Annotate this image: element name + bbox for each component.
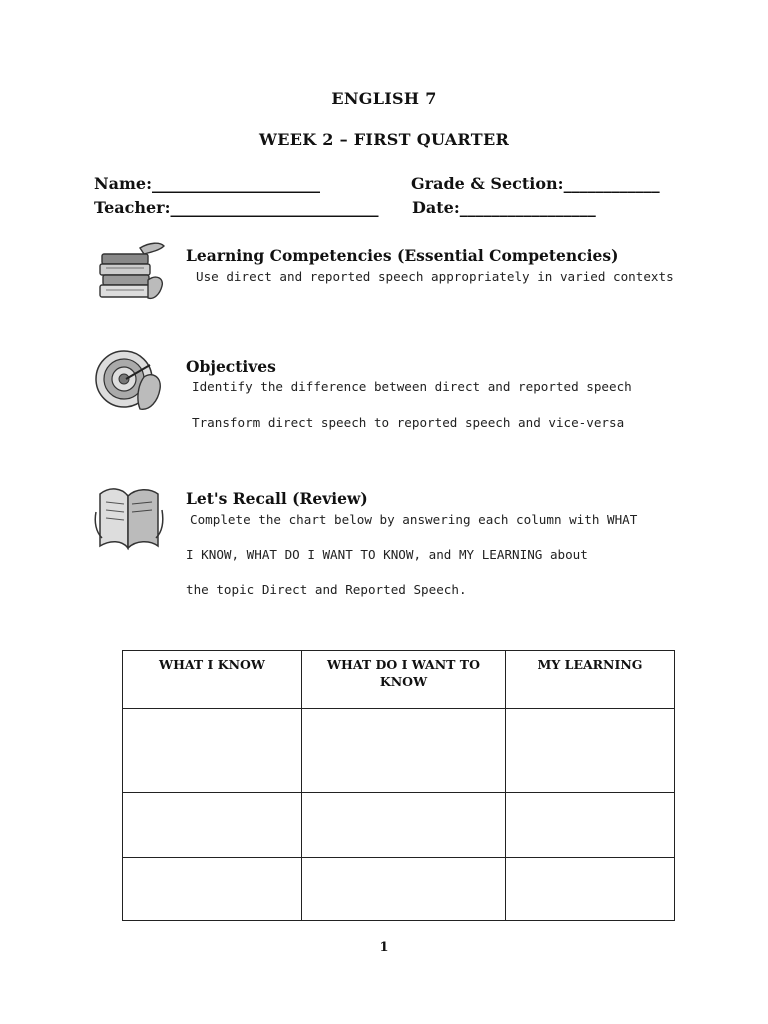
kwl-cell[interactable] xyxy=(123,709,302,793)
objective-line-2: Transform direct speech to reported speech and vice-versa xyxy=(192,415,625,430)
target-dart-icon xyxy=(94,347,168,419)
competency-line: Use direct and reported speech appropriately in varied contexts xyxy=(196,269,674,284)
kwl-cell[interactable] xyxy=(506,858,675,921)
kwl-cell[interactable] xyxy=(123,793,302,858)
date-field[interactable]: Date:_________________ xyxy=(412,198,596,217)
table-row xyxy=(123,709,675,793)
kwl-cell[interactable] xyxy=(506,793,675,858)
recall-line-1: Complete the chart below by answering each column with WHAT xyxy=(190,512,638,527)
table-row xyxy=(123,793,675,858)
recall-title: Let's Recall (Review) xyxy=(186,489,368,508)
kwl-header-my-learning: MY LEARNING xyxy=(506,651,675,709)
week-title: WEEK 2 – FIRST QUARTER xyxy=(258,130,510,149)
kwl-header-want-to-know: WHAT DO I WANT TO KNOW xyxy=(302,651,506,709)
table-row xyxy=(123,858,675,921)
books-icon xyxy=(94,240,170,308)
kwl-cell[interactable] xyxy=(302,858,506,921)
kwl-cell[interactable] xyxy=(302,709,506,793)
kwl-header-what-i-know: WHAT I KNOW xyxy=(123,651,302,709)
kwl-cell[interactable] xyxy=(506,709,675,793)
recall-line-3: the topic Direct and Reported Speech. xyxy=(186,582,467,597)
name-field[interactable]: Name:_____________________ xyxy=(94,174,321,193)
kwl-cell[interactable] xyxy=(123,858,302,921)
kwl-cell[interactable] xyxy=(302,793,506,858)
kwl-chart xyxy=(122,650,675,921)
open-book-icon xyxy=(92,482,166,554)
teacher-field[interactable]: Teacher:__________________________ xyxy=(94,198,379,217)
recall-line-2: I KNOW, WHAT DO I WANT TO KNOW, and MY LEARNING about xyxy=(186,547,588,562)
subject-title: ENGLISH 7 xyxy=(331,89,437,108)
grade-section-field[interactable]: Grade & Section:____________ xyxy=(411,174,660,193)
page-number: 1 xyxy=(379,940,389,955)
objective-line-1: Identify the difference between direct and reported speech xyxy=(192,379,632,394)
kwl-header-row xyxy=(123,651,675,709)
objectives-title: Objectives xyxy=(186,357,276,376)
competencies-title: Learning Competencies (Essential Competencies) xyxy=(186,246,619,265)
